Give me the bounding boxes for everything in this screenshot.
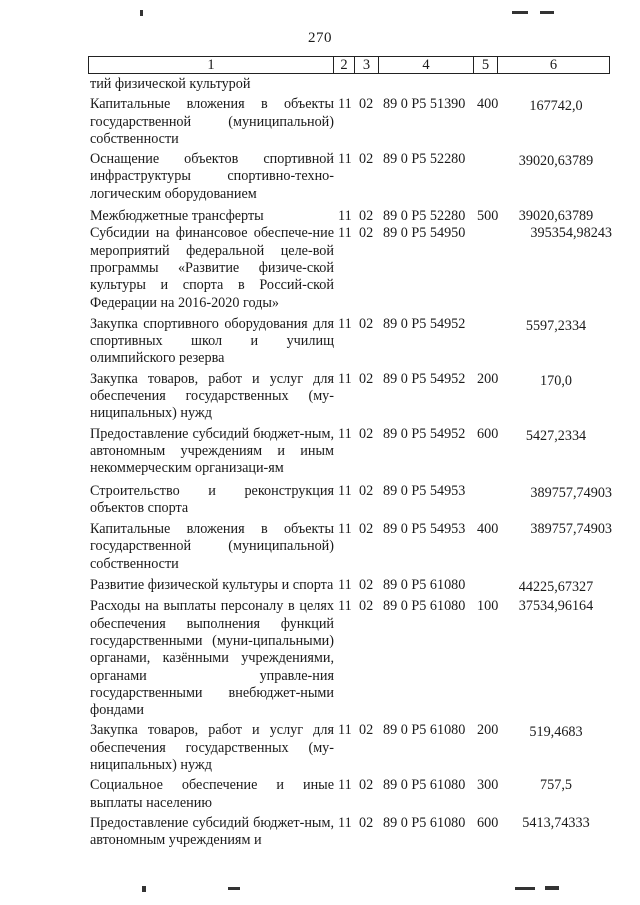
row-amount: 44225,67327 bbox=[518, 579, 594, 596]
header-col-4: 4 bbox=[378, 56, 473, 74]
row-target-code: 89 0 P5 52280 bbox=[383, 208, 466, 225]
page-number: 270 bbox=[308, 30, 332, 46]
row-amount: 389757,74903 bbox=[530, 521, 612, 538]
row-target-code: 89 0 P5 52280 bbox=[383, 151, 466, 168]
row-target-code: 89 0 P5 51390 bbox=[383, 96, 466, 113]
row-section: 11 bbox=[338, 225, 352, 242]
row-target-code: 89 0 P5 54953 bbox=[383, 482, 466, 499]
row-section: 11 bbox=[338, 151, 352, 168]
row-description: Предоставление субсидий бюджет-ным, автономным учреждениям и иным некоммерческим организаци-ям bbox=[90, 425, 334, 477]
table-row bbox=[88, 815, 614, 850]
row-section: 11 bbox=[338, 370, 352, 387]
row-target-code: 89 0 P5 61080 bbox=[383, 814, 466, 831]
row-section: 11 bbox=[338, 777, 352, 794]
row-amount: 5597,2334 bbox=[525, 317, 587, 334]
row-amount: 37534,96164 bbox=[518, 598, 594, 615]
table-row bbox=[88, 225, 614, 311]
row-description: Закупка товаров, работ и услуг для обеспечения государственных (му-ниципальных) нужд bbox=[90, 722, 334, 773]
row-subsection: 02 bbox=[359, 598, 374, 615]
row-amount: 389757,74903 bbox=[530, 484, 612, 501]
row-description: Развитие физической культуры и спорта bbox=[90, 577, 334, 594]
row-target-code: 89 0 P5 61080 bbox=[383, 722, 466, 739]
row-description: Капитальные вложения в объекты государственной (муниципальной) собственности bbox=[90, 96, 334, 147]
row-subsection: 02 bbox=[359, 722, 374, 739]
row-amount: 167742,0 bbox=[529, 98, 583, 115]
row-amount: 395354,98243 bbox=[530, 225, 612, 242]
table-row bbox=[88, 208, 614, 225]
row-expense-type: 300 bbox=[477, 777, 499, 794]
row-subsection: 02 bbox=[359, 225, 374, 242]
row-expense-type: 400 bbox=[477, 521, 499, 538]
header-col-5: 5 bbox=[473, 56, 497, 74]
row-subsection: 02 bbox=[359, 370, 374, 387]
row-subsection: 02 bbox=[359, 151, 374, 168]
table-row bbox=[88, 316, 614, 368]
row-description: Капитальные вложения в объекты государственной (муниципальной) собственности bbox=[90, 521, 334, 572]
row-target-code: 89 0 P5 54953 bbox=[383, 521, 466, 538]
row-amount: 5427,2334 bbox=[525, 427, 587, 444]
scan-artifact-bottom bbox=[545, 886, 559, 890]
row-amount: 757,5 bbox=[540, 777, 572, 794]
row-target-code: 89 0 P5 54952 bbox=[383, 425, 466, 442]
row-expense-type: 600 bbox=[477, 425, 499, 442]
row-description: Закупка товаров, работ и услуг для обеспечения государственных (му-ниципальных) нужд bbox=[90, 370, 334, 422]
row-description: Межбюджетные трансферты bbox=[90, 208, 264, 225]
row-section: 11 bbox=[338, 208, 352, 225]
row-subsection: 02 bbox=[359, 96, 374, 113]
row-section: 11 bbox=[338, 722, 352, 739]
table-row bbox=[88, 598, 614, 719]
row-expense-type: 600 bbox=[477, 814, 499, 831]
row-amount: 519,4683 bbox=[529, 724, 583, 741]
row-subsection: 02 bbox=[359, 777, 374, 794]
header-col-3: 3 bbox=[354, 56, 378, 74]
row-description: Расходы на выплаты персоналу в целях обеспечения выполнения функций государственными (муни-ципальными) органами, казёнными учреждениями, органами управле-ния государственными внебюджет-ными фондами bbox=[90, 598, 334, 719]
scan-artifact-bottom bbox=[142, 886, 146, 892]
budget-table-body bbox=[88, 76, 614, 849]
row-target-code: 89 0 P5 54952 bbox=[383, 315, 466, 332]
row-amount: 39020,63789 bbox=[518, 153, 594, 170]
row-target-code: 89 0 P5 61080 bbox=[383, 598, 466, 615]
row-section: 11 bbox=[338, 425, 352, 442]
row-target-code: 89 0 P5 54952 bbox=[383, 370, 466, 387]
header-col-2: 2 bbox=[333, 56, 354, 74]
row-subsection: 02 bbox=[359, 577, 374, 594]
scan-artifact-top bbox=[540, 11, 554, 14]
row-amount: 170,0 bbox=[540, 372, 572, 389]
scan-artifact-top bbox=[140, 10, 143, 16]
row-target-code: 89 0 P5 54950 bbox=[383, 225, 466, 242]
row-description: Оснащение объектов спортивной инфраструктуры спортивно-техно-логическим оборудованием bbox=[90, 151, 334, 202]
row-target-code: 89 0 P5 61080 bbox=[383, 777, 466, 794]
row-expense-type: 200 bbox=[477, 722, 499, 739]
table-row bbox=[88, 76, 614, 93]
row-section: 11 bbox=[338, 521, 352, 538]
header-col-6: 6 bbox=[497, 56, 610, 74]
row-expense-type: 100 bbox=[477, 598, 499, 615]
row-subsection: 02 bbox=[359, 315, 374, 332]
table-row bbox=[88, 722, 614, 774]
row-subsection: 02 bbox=[359, 425, 374, 442]
header-col-1: 1 bbox=[88, 56, 333, 74]
row-section: 11 bbox=[338, 598, 352, 615]
table-row bbox=[88, 777, 614, 812]
row-section: 11 bbox=[338, 482, 352, 499]
row-description: Социальное обеспечение и иные выплаты населению bbox=[90, 777, 334, 811]
row-expense-type: 500 bbox=[477, 208, 499, 225]
row-description: Закупка спортивного оборудования для спортивных школ и училищ олимпийского резерва bbox=[90, 315, 334, 367]
scan-artifact-top bbox=[512, 11, 528, 14]
table-row bbox=[88, 371, 614, 423]
row-expense-type: 200 bbox=[477, 370, 499, 387]
row-subsection: 02 bbox=[359, 521, 374, 538]
table-row bbox=[88, 483, 614, 518]
row-section: 11 bbox=[338, 315, 352, 332]
row-amount: 5413,74333 bbox=[522, 814, 590, 831]
scan-artifact-bottom bbox=[228, 887, 240, 890]
row-section: 11 bbox=[338, 96, 352, 113]
row-amount: 39020,63789 bbox=[518, 208, 594, 225]
row-description: Строительство и реконструкция объектов спорта bbox=[90, 482, 334, 516]
table-row bbox=[88, 151, 614, 203]
row-subsection: 02 bbox=[359, 208, 374, 225]
row-expense-type: 400 bbox=[477, 96, 499, 113]
row-subsection: 02 bbox=[359, 814, 374, 831]
table-row bbox=[88, 521, 614, 573]
table-row bbox=[88, 577, 614, 594]
row-target-code: 89 0 P5 61080 bbox=[383, 577, 466, 594]
row-subsection: 02 bbox=[359, 482, 374, 499]
row-description: тий физической культурой bbox=[90, 76, 251, 92]
row-section: 11 bbox=[338, 577, 352, 594]
table-row bbox=[88, 96, 614, 148]
row-description: Предоставление субсидий бюджет-ным, автономным учреждениям и bbox=[90, 814, 334, 849]
row-section: 11 bbox=[338, 814, 352, 831]
scan-artifact-bottom bbox=[515, 887, 535, 890]
table-row bbox=[88, 426, 614, 478]
row-description: Субсидии на финансовое обеспече-ние мероприятий федеральной целе-вой программы «Развитие физиче-ской культуры и спорта в Россий-ской Федерации на 2016-2020 годы» bbox=[90, 225, 334, 311]
